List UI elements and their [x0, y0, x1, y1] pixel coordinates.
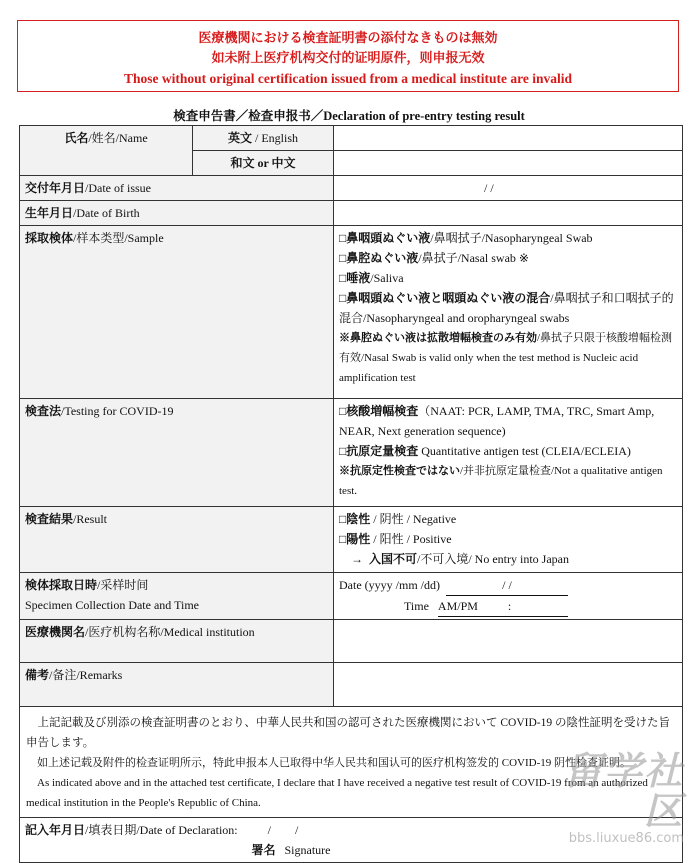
- sample-label: [20, 226, 334, 399]
- row-name-english: [20, 126, 683, 151]
- english-sublabel-jp: 英文: [227, 131, 252, 145]
- declaration-cn: 如上述记载及附件的检查证明所示，特此申报本人已取得中华人民共和国认可的医疗机构签发的 COVID-19 阴性检查证明。: [37, 757, 631, 769]
- result-option-positive[interactable]: [339, 529, 677, 549]
- sample-label-jp: 採取検体: [25, 231, 74, 245]
- row-remarks: [20, 663, 683, 707]
- row-declaration: [20, 707, 683, 818]
- name-label-jp: 氏名: [64, 131, 89, 145]
- institution-label-rest: /医疗机构名称/Medical institution: [85, 625, 255, 639]
- testing-note-rest: /并非抗原定量检查/Not a qualitative antigen test.: [339, 465, 663, 497]
- row-collection: [20, 573, 683, 620]
- sample-opt1-jp: □鼻咽頭ぬぐい液: [339, 231, 431, 245]
- sample-options: [334, 226, 683, 399]
- declaration-date-label-jp: 記入年月日: [25, 823, 86, 837]
- row-sample: [20, 226, 683, 399]
- sample-opt3-jp: □唾液: [339, 271, 371, 285]
- sample-option-saliva[interactable]: [339, 268, 677, 288]
- no-entry-rest: /不可入境/ No entry into Japan: [417, 552, 569, 566]
- english-sublabel: [193, 126, 334, 151]
- collection-label: [20, 573, 334, 620]
- declaration-jp: 上記記載及び別添の検査証明書のとおり、中華人民共和国の認可された医療機関において COVID-19 の陰性証明を受けた旨申告します。: [26, 717, 670, 749]
- sample-opt4-rest: /鼻咽拭子和口咽拭子的混合/Nasopharyngeal and oropharyngeal swabs: [339, 291, 674, 325]
- remarks-label-jp: 備考: [25, 668, 50, 682]
- date-of-issue-label-jp: 交付年月日: [25, 181, 86, 195]
- testing-option-naat[interactable]: [339, 401, 677, 441]
- sample-opt3-rest: /Saliva: [370, 271, 404, 285]
- row-testing: [20, 399, 683, 507]
- testing-note-jp: ※抗原定性検査ではない: [339, 465, 460, 477]
- sample-opt1-rest: /鼻咽拭子/Nasopharyngeal Swab: [430, 231, 593, 245]
- signature-label-jp: 署名: [251, 843, 276, 857]
- declaration-date-field[interactable]: / /: [267, 823, 299, 837]
- notice-japanese: 医療機関における検査証明書の添付なきものは無効: [198, 30, 498, 45]
- result-label: [20, 507, 334, 573]
- sample-note-rest: /鼻拭子只限于核酸增幅检测有效/Nasal Swab is valid only when the test method is Nucleic acid amplification test: [339, 332, 673, 384]
- testing-options: [334, 399, 683, 507]
- collection-date-field[interactable]: / /: [446, 575, 568, 596]
- result-options: [334, 507, 683, 573]
- institution-field[interactable]: [334, 620, 683, 663]
- declaration-en: As indicated above and in the attached test certificate, I declare that I have received a negative test result of COVID-19 from an authorized medical institution in the People's Republic of China.: [26, 777, 648, 809]
- date-of-issue-field[interactable]: / /: [334, 176, 683, 201]
- testing-opt1-jp: □核酸増幅検査: [339, 404, 419, 418]
- testing-label-jp: 検査法: [25, 404, 62, 418]
- institution-label-jp: 医療機関名: [25, 625, 86, 639]
- sample-opt2-jp: □鼻腔ぬぐい液: [339, 251, 419, 265]
- name-english-field[interactable]: [334, 126, 683, 151]
- row-date-of-issue: [20, 176, 683, 201]
- declaration-text: [20, 707, 683, 818]
- testing-opt2-jp: □抗原定量検査: [339, 444, 419, 458]
- row-declaration-date: [20, 818, 683, 863]
- row-date-of-birth: [20, 201, 683, 226]
- sample-note-jp: ※鼻腔ぬぐい液は拡散増幅検査のみ有効: [339, 332, 537, 344]
- date-of-issue-label-rest: /Date of issue: [85, 181, 151, 195]
- sample-option-nasopharyngeal[interactable]: [339, 228, 677, 248]
- signature-label-en: Signature: [284, 843, 331, 857]
- sample-note: [339, 328, 677, 388]
- declaration-date-label-rest: /填表日期/Date of Declaration:: [85, 823, 238, 837]
- dob-label-rest: /Date of Birth: [73, 206, 140, 220]
- sample-opt4-jp: □鼻咽頭ぬぐい液と咽頭ぬぐい液の混合: [339, 291, 551, 305]
- sample-option-nasal[interactable]: [339, 248, 677, 268]
- name-kanji-field[interactable]: [334, 151, 683, 176]
- collection-fields: [334, 573, 683, 620]
- result-label-jp: 検査結果: [25, 512, 74, 526]
- declaration-form-table: [19, 125, 683, 863]
- testing-opt1-rest: （NAAT: PCR, LAMP, TMA, TRC, Smart Amp, NEAR, Next generation sequence): [339, 404, 655, 438]
- name-label-rest: /姓名/Name: [88, 131, 148, 145]
- form-title: 検査申告書／检查申报书／Declaration of pre-entry testing result: [173, 109, 525, 123]
- dob-field[interactable]: [334, 201, 683, 226]
- collection-time-label: Time: [404, 599, 429, 613]
- dob-label-jp: 生年月日: [25, 206, 74, 220]
- result-label-rest: /Result: [73, 512, 108, 526]
- collection-label-en: Specimen Collection Date and Time: [25, 598, 199, 612]
- testing-note: [339, 461, 677, 501]
- collection-label-rest: /采样时间: [97, 578, 149, 592]
- testing-option-antigen[interactable]: [339, 441, 677, 461]
- remarks-field[interactable]: [334, 663, 683, 707]
- notice-chinese: 如未附上医疗机构交付的证明原件，则申报无效: [211, 50, 485, 65]
- testing-opt2-rest: Quantitative antigen test (CLEIA/ECLEIA): [418, 444, 631, 458]
- declaration-date-cell: [20, 818, 683, 863]
- watermark-url: bbs.liuxue86.com: [568, 831, 684, 846]
- result-pos-jp: □陽性: [339, 532, 371, 546]
- invalid-notice-box: [17, 20, 679, 92]
- institution-label: [20, 620, 334, 663]
- sample-label-rest: /样本类型/Sample: [73, 231, 164, 245]
- testing-label: [20, 399, 334, 507]
- remarks-label: [20, 663, 334, 707]
- collection-label-jp: 検体採取日時: [25, 578, 98, 592]
- notice-english: Those without original certification issued from a medical institute are invalid: [124, 71, 572, 86]
- remarks-label-rest: /备注/Remarks: [49, 668, 123, 682]
- result-pos-rest: / 阳性 / Positive: [370, 532, 452, 546]
- name-label: [20, 126, 193, 176]
- collection-time-field[interactable]: AM/PM :: [438, 596, 568, 617]
- no-entry-jp: 入国不可: [369, 552, 418, 566]
- row-institution: [20, 620, 683, 663]
- english-sublabel-en: / English: [252, 131, 299, 145]
- sample-opt2-rest: /鼻拭子/Nasal swab ※: [418, 251, 529, 265]
- sample-option-mixed[interactable]: [339, 288, 677, 328]
- kanji-sublabel: 和文 or 中文: [193, 151, 334, 176]
- watermark-logo-text: 留学社区: [563, 749, 684, 833]
- result-neg-rest: / 阴性 / Negative: [370, 512, 457, 526]
- no-entry-note: [339, 549, 677, 569]
- testing-label-rest: /Testing for COVID-19: [61, 404, 174, 418]
- arrow-right-icon: →: [351, 552, 363, 566]
- result-option-negative[interactable]: [339, 509, 677, 529]
- row-result: [20, 507, 683, 573]
- date-of-issue-label: [20, 176, 334, 201]
- collection-date-label: Date (yyyy /mm /dd): [339, 578, 440, 592]
- dob-label: [20, 201, 334, 226]
- result-neg-jp: □陰性: [339, 512, 371, 526]
